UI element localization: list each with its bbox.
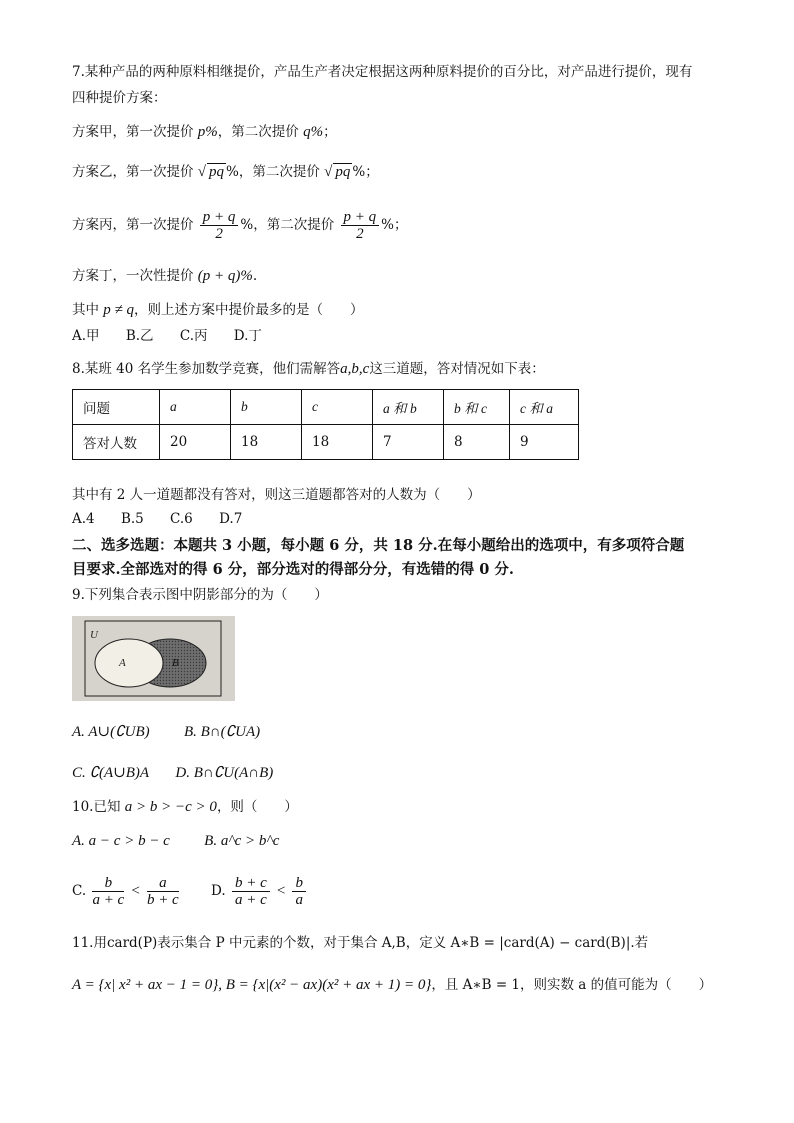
q11-line1: 11.用card(P)表示集合 P 中元素的个数，对于集合 A,B，定义 A∗B = |card(A) − card(B)|.若 <box>72 935 649 951</box>
table-cell: b 和 c <box>444 390 510 425</box>
q9-option-c[interactable]: C. ∁(A∪B)A <box>72 765 150 781</box>
q10-options-row2 <box>72 872 308 910</box>
q8-option-d[interactable]: D.7 <box>219 511 243 527</box>
q11-line2-suffix: ，且 A∗B = 1，则实数 a 的值可能为（ ） <box>431 977 713 993</box>
answer-table <box>72 389 579 460</box>
frac-den: b + c <box>146 892 179 908</box>
q7-option-d[interactable]: D.丁 <box>233 328 262 344</box>
table-cell: b <box>231 390 302 425</box>
venn-label-a: A <box>119 657 126 669</box>
q9-options-row1 <box>72 722 260 742</box>
q7-cond-math: p ≠ q <box>103 302 135 318</box>
q10-option-a[interactable]: A. a − c > b − c <box>72 833 170 849</box>
section2-line1: 二、选多选题：本题共 3 小题，每小题 6 分，共 18 分.在每小题给出的选项中，有多项符合题 <box>72 537 685 554</box>
frac-num: a <box>147 875 179 892</box>
set-a-circle <box>95 639 163 687</box>
plan-b-radicand-2: pq <box>335 164 351 180</box>
plan-c-num-2: p + q <box>341 209 380 226</box>
plan-d-end: . <box>252 268 258 284</box>
q11-line2-math: A = {x| x² + ax − 1 = 0}, B = {x|(x² − ax)(x² + ax + 1) = 0} <box>72 977 432 993</box>
venn-label-u: U <box>90 629 98 641</box>
q7-option-a[interactable]: A.甲 <box>72 328 100 344</box>
venn-label-b: B <box>172 657 179 669</box>
section2-line2: 目要求.全部选对的得 6 分，部分选对的得部分分，有选错的得 0 分. <box>72 561 514 578</box>
frac-op: < <box>276 883 287 899</box>
plan-b-prefix: 方案乙，第一次提价 <box>72 164 194 180</box>
q11-line2 <box>72 975 712 995</box>
plan-c-den-1: 2 <box>215 226 223 242</box>
table-row <box>73 425 579 460</box>
q8-options <box>72 509 264 529</box>
q7-options <box>72 326 284 346</box>
q8-stem-math: a,b,c <box>340 361 370 377</box>
q10-options-row1 <box>72 831 279 851</box>
table-cell: 问题 <box>73 390 160 425</box>
frac-op: < <box>130 883 141 899</box>
plan-c-mid: ，第二次提价 <box>253 217 335 233</box>
frac-num: b <box>292 875 306 892</box>
frac-num: b <box>92 875 124 892</box>
plan-c-end: %； <box>381 217 408 233</box>
table-cell: 9 <box>510 425 579 460</box>
q9-stem: 9.下列集合表示图中阴影部分的为（ ） <box>72 587 328 603</box>
frac-den: a <box>295 892 303 908</box>
q7-cond-suffix: ，则上述方案中提价最多的是（ ） <box>134 302 364 318</box>
q10-option-c[interactable] <box>72 875 185 908</box>
table-cell: 18 <box>231 425 302 460</box>
q9-options-row2 <box>72 763 273 783</box>
table-cell: c <box>302 390 373 425</box>
q7-plan-c <box>72 208 408 242</box>
q10-stem-prefix: 10.已知 <box>72 799 121 815</box>
plan-a-val1: p% <box>197 124 218 140</box>
q10-stem <box>72 797 298 817</box>
q7-plan-d <box>72 266 257 286</box>
venn-svg <box>72 616 235 701</box>
frac-den: a + c <box>234 892 267 908</box>
q10-option-d[interactable] <box>211 875 308 908</box>
q7-plan-b: 方案乙，第一次提价 √ pq %，第二次提价 √ pq %； <box>72 164 379 180</box>
q8-option-b[interactable]: B.5 <box>120 511 144 527</box>
q8-option-c[interactable]: C.6 <box>170 511 193 527</box>
frac-num: b + c <box>232 875 270 892</box>
venn-diagram <box>72 616 235 701</box>
q7-cond-prefix: 其中 <box>72 302 99 318</box>
q8-stem <box>72 359 545 379</box>
plan-a-end: ； <box>323 124 337 140</box>
q9-option-d[interactable]: D. B∩∁U(A∩B) <box>175 765 274 781</box>
q7-condition <box>72 300 364 320</box>
plan-c-pct: % <box>240 217 254 233</box>
q8-stem-suffix: 这三道题，答对情况如下表： <box>369 361 545 377</box>
q7-plan-a <box>72 122 337 142</box>
table-cell: c 和 a <box>510 390 579 425</box>
table-row <box>73 390 579 425</box>
q10-option-d-label: D. <box>211 883 226 899</box>
table-cell: 答对人数 <box>73 425 160 460</box>
plan-b-end: %； <box>352 164 379 180</box>
q7-stem-line1: 7.某种产品的两种原料相继提价，产品生产者决定根据这两种原料提价的百分比，对产品进行提价，现有 <box>72 64 693 80</box>
table-cell: a <box>160 390 231 425</box>
plan-a-mid: ，第二次提价 <box>217 124 299 140</box>
plan-d-val: (p + q)% <box>197 268 253 284</box>
plan-b-pct: % <box>226 164 239 180</box>
q8-after: 其中有 2 人一道题都没有答对，则这三道题都答对的人数为（ ） <box>72 487 481 503</box>
q7-option-c[interactable]: C.丙 <box>179 328 208 344</box>
q10-stem-math: a > b > −c > 0 <box>124 799 217 815</box>
plan-c-prefix: 方案丙，第一次提价 <box>72 217 194 233</box>
plan-b-mid: ，第二次提价 <box>238 164 320 180</box>
plan-a-prefix: 方案甲，第一次提价 <box>72 124 194 140</box>
plan-a-val2: q% <box>303 124 324 140</box>
q9-option-a[interactable]: A. A∪(∁UB) <box>72 724 150 740</box>
table-cell: a 和 b <box>373 390 444 425</box>
q8-stem-prefix: 8.某班 40 名学生参加数学竞赛，他们需解答 <box>72 361 341 377</box>
table-cell: 18 <box>302 425 373 460</box>
table-cell: 20 <box>160 425 231 460</box>
q9-option-b[interactable]: B. B∩(∁UA) <box>183 724 261 740</box>
q10-stem-suffix: ，则（ ） <box>216 799 298 815</box>
plan-c-num-1: p + q <box>200 209 239 226</box>
table-cell: 7 <box>373 425 444 460</box>
q10-option-b[interactable]: B. a^c > b^c <box>204 833 280 849</box>
plan-d-prefix: 方案丁，一次性提价 <box>72 268 194 284</box>
table-cell: 8 <box>444 425 510 460</box>
plan-b-radicand-1: pq <box>209 164 225 180</box>
plan-c-den-2: 2 <box>356 226 364 242</box>
q7-option-b[interactable]: B.乙 <box>125 328 154 344</box>
frac-den: a + c <box>92 892 125 908</box>
q7-stem-line2: 四种提价方案： <box>72 90 167 106</box>
q10-option-c-label: C. <box>72 883 87 899</box>
q8-option-a[interactable]: A.4 <box>72 511 95 527</box>
